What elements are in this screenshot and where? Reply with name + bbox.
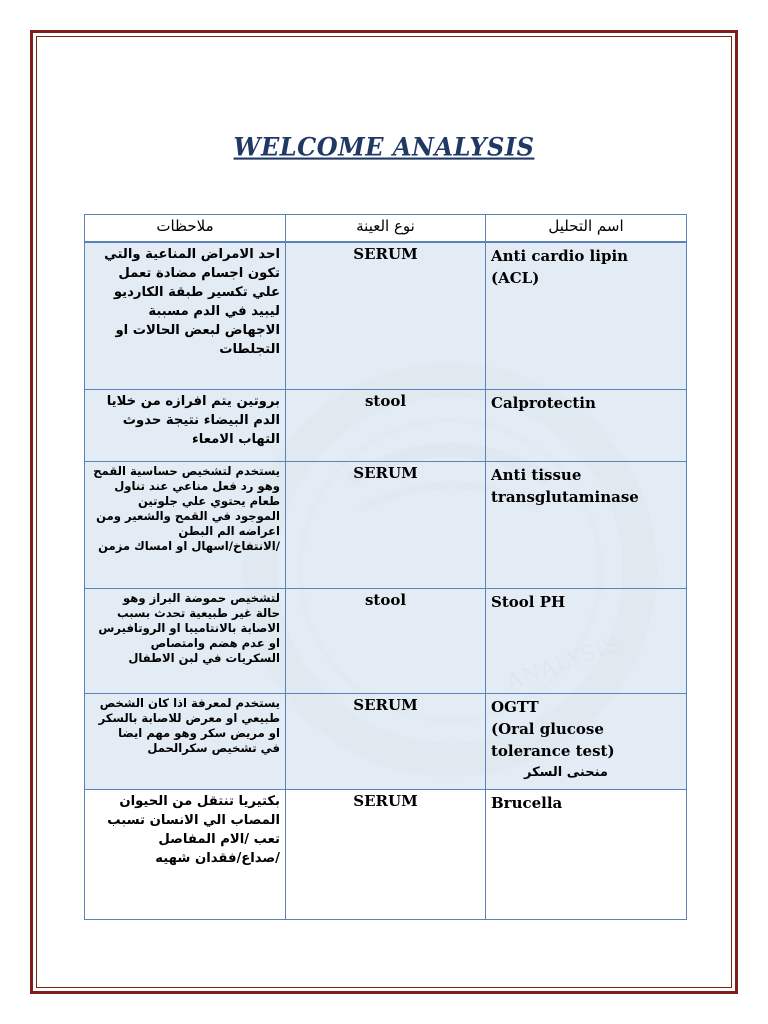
notes-cell xyxy=(85,389,286,461)
test-line: tolerance test) xyxy=(491,741,615,760)
table-row xyxy=(85,461,687,588)
test-line: Calprotectin xyxy=(491,393,596,412)
test-cell xyxy=(486,389,687,461)
test-line: Brucella xyxy=(491,793,563,812)
notes-line: تعب /الام المفاصل xyxy=(158,831,280,847)
notes-line: التجلطات xyxy=(219,342,280,357)
test-line: transglutaminase xyxy=(491,487,639,506)
notes-line: تكون اجسام مضادة تعمل xyxy=(118,266,280,281)
notes-cell xyxy=(85,242,286,389)
test-cell xyxy=(486,789,687,919)
notes-line: او عدم هضم وامتصاص xyxy=(150,635,280,650)
notes-line: اعراضه الم البطن xyxy=(178,523,280,538)
sample-cell: stool xyxy=(286,389,486,461)
table-header-row xyxy=(85,215,687,243)
notes-line: طعام يحتوي علي جلوتين xyxy=(137,493,280,508)
test-line: Anti tissue xyxy=(491,465,582,484)
notes-line: لتشخيص حموضة البراز وهو xyxy=(123,590,280,605)
test-cell xyxy=(486,461,687,588)
notes-cell xyxy=(85,789,286,919)
analysis-table xyxy=(84,214,687,920)
notes-line: الاجهاض لبعض الحالات او xyxy=(115,323,280,338)
notes-line: طبيعي او معرض للاصابة بالسكر xyxy=(98,710,280,725)
test-line: (ACL) xyxy=(491,269,540,287)
notes-line: الموجود في القمح والشعير ومن xyxy=(96,508,280,523)
notes-line: بكتيريا تنتقل من الحيوان xyxy=(119,793,280,809)
notes-cell xyxy=(85,588,286,693)
sample-cell: SERUM xyxy=(286,242,486,389)
notes-line: وهو رد فعل مناعي عند تناول xyxy=(114,478,280,493)
notes-line: علي تكسير طبقة الكارديو xyxy=(113,285,280,300)
notes-cell xyxy=(85,461,286,588)
notes-line: او مريض سكر وهو مهم ايضا xyxy=(118,725,280,740)
test-line: (Oral glucose xyxy=(491,719,604,738)
notes-line: المصاب الي الانسان تسبب xyxy=(107,812,280,828)
header-test: اسم التحليل xyxy=(486,215,687,243)
table-row xyxy=(85,588,687,693)
notes-line: الاصابة بالانتاميبا او الروتافيرس xyxy=(98,620,280,635)
table-row xyxy=(85,389,687,461)
sample-cell: SERUM xyxy=(286,693,486,789)
page-title: WELCOME ANALYSIS xyxy=(233,131,535,162)
test-cell xyxy=(486,693,687,789)
test-line: Stool PH xyxy=(491,592,566,611)
notes-line: /الانتفاخ/اسهال او امساك مزمن xyxy=(98,538,280,553)
sample-cell: SERUM xyxy=(286,789,486,919)
notes-line: احد الامراض المناعية والتي xyxy=(104,247,280,262)
notes-line: /صداع/فقدان شهيه xyxy=(155,850,280,866)
sample-cell: SERUM xyxy=(286,461,486,588)
notes-line: يستخدم لتشخيص حساسية القمح xyxy=(93,463,280,478)
notes-line: السكريات في لبن الاطفال xyxy=(128,650,280,665)
notes-line: بروتين يتم افرازه من خلايا xyxy=(106,393,280,409)
notes-line: الدم البيضاء نتيجة حدوث xyxy=(122,412,280,428)
test-cell xyxy=(486,242,687,389)
notes-line: حالة غير طبيعية تحدث بسبب xyxy=(116,605,280,620)
sample-cell: stool xyxy=(286,588,486,693)
test-line: Anti cardio lipin xyxy=(491,247,629,265)
header-sample: نوع العينة xyxy=(286,215,486,243)
notes-line: في تشخيص سكرالحمل xyxy=(147,740,280,755)
test-cell xyxy=(486,588,687,693)
table-row xyxy=(85,693,687,789)
table-row xyxy=(85,242,687,389)
test-line: OGTT xyxy=(491,697,539,716)
notes-line: التهاب الامعاء xyxy=(192,431,280,447)
header-notes: ملاحظات xyxy=(85,215,286,243)
notes-line: يستخدم لمعرفة اذا كان الشخص xyxy=(99,695,280,710)
test-arabic-name: منحنى السكر xyxy=(524,764,608,780)
table-row xyxy=(85,789,687,919)
watermark-text: ANALYSIS xyxy=(503,631,623,696)
notes-cell xyxy=(85,693,286,789)
notes-line: ليبيد في الدم مسببة xyxy=(148,304,280,319)
